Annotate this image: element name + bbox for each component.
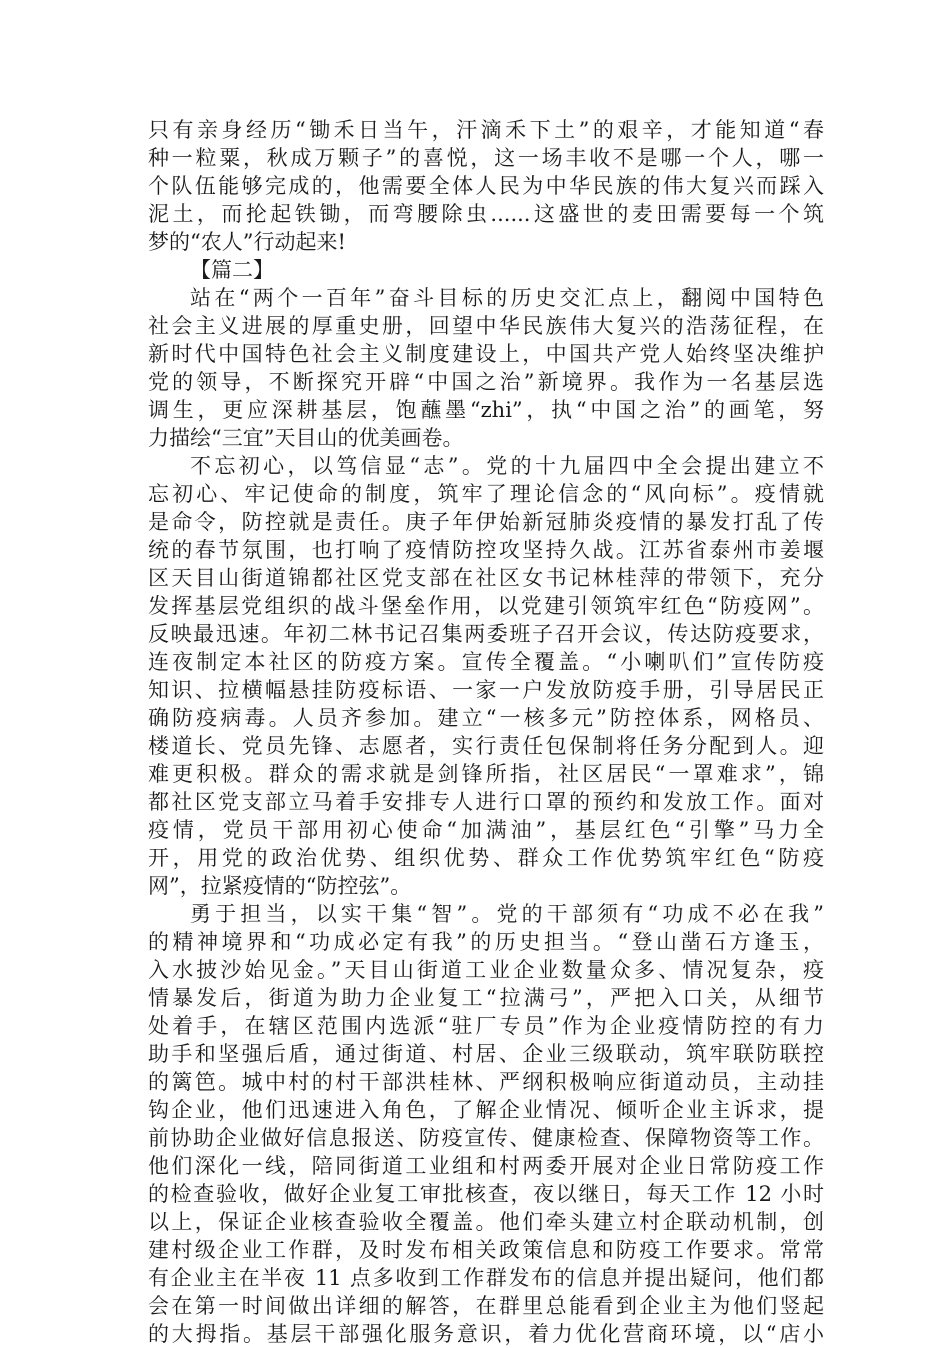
text-line: 统的春节氛围，也打响了疫情防控攻坚持久战。江苏省泰州市姜堰 xyxy=(148,538,824,562)
text-line: 党的领导，不断探究开辟“中国之治”新境界。我作为一名基层选 xyxy=(148,370,824,394)
text-line: 勇于担当，以实干集“智”。党的干部须有“功成不必在我” xyxy=(190,902,824,926)
text-line: 钩企业，他们迅速进入角色，了解企业情况、倾听企业主诉求，提 xyxy=(148,1098,824,1122)
text-line: 泥土，而抡起铁锄，而弯腰除虫......这盛世的麦田需要每一个筑 xyxy=(148,202,824,226)
text-line: 入水披沙始见金。”天目山街道工业企业数量众多、情况复杂，疫 xyxy=(148,958,824,982)
text-line: 有企业主在半夜 11 点多收到工作群发布的信息并提出疑问，他们都 xyxy=(148,1266,824,1290)
text-line: 调生，更应深耕基层，饱蘸墨“zhi”，执“中国之治”的画笔，努 xyxy=(148,398,824,422)
text-line: 疫情，党员干部用初心使命“加满油”，基层红色“引擎”马力全 xyxy=(148,818,824,842)
text-line: 反映最迅速。年初二林书记召集两委班子召开会议，传达防疫要求， xyxy=(148,622,824,646)
text-line: 网”，拉紧疫情的“防控弦”。 xyxy=(148,874,412,898)
text-line: 知识、拉横幅悬挂防疫标语、一家一户发放防疫手册，引导居民正 xyxy=(148,678,824,702)
text-line: 的篱笆。城中村的村干部洪桂林、严纲积极响应街道动员，主动挂 xyxy=(148,1070,824,1094)
text-line: 力描绘“三宜”天目山的优美画卷。 xyxy=(148,426,464,450)
text-line: 不忘初心，以笃信显“志”。党的十九届四中全会提出建立不 xyxy=(190,454,824,478)
text-line: 处着手，在辖区范围内选派“驻厂专员”作为企业疫情防控的有力 xyxy=(148,1014,824,1038)
document-page xyxy=(148,116,824,1348)
text-line: 梦的“农人”行动起来! xyxy=(148,230,346,254)
text-line: 难更积极。群众的需求就是剑锋所指，社区居民“一罩难求”，锦 xyxy=(148,762,824,786)
text-line: 助手和坚强后盾，通过街道、村居、企业三级联动，筑牢联防联控 xyxy=(148,1042,824,1066)
text-line: 的精神境界和“功成必定有我”的历史担当。“登山凿石方逢玉， xyxy=(148,930,824,954)
text-line: 会在第一时间做出详细的解答，在群里总能看到企业主为他们竖起 xyxy=(148,1294,824,1318)
text-line: 发挥基层党组织的战斗堡垒作用，以党建引领筑牢红色“防疫网”。 xyxy=(148,594,824,618)
text-line: 的检查验收，做好企业复工审批核查，夜以继日，每天工作 12 小时 xyxy=(148,1182,824,1206)
text-line: 的大拇指。基层干部强化服务意识，着力优化营商环境，以“店小 xyxy=(148,1322,824,1346)
text-line: 忘初心、牢记使命的制度，筑牢了理论信念的“风向标”。疫情就 xyxy=(148,482,824,506)
text-line: 是命令，防控就是责任。庚子年伊始新冠肺炎疫情的暴发打乱了传 xyxy=(148,510,824,534)
text-line: 建村级企业工作群，及时发布相关政策信息和防疫工作要求。常常 xyxy=(148,1238,824,1262)
text-line: 种一粒粟，秋成万颗子”的喜悦，这一场丰收不是哪一个人，哪一 xyxy=(148,146,824,170)
text-line: 只有亲身经历“锄禾日当午，汗滴禾下土”的艰辛，才能知道“春 xyxy=(148,118,824,142)
text-line: 连夜制定本社区的防疫方案。宣传全覆盖。“小喇叭们”宣传防疫 xyxy=(148,650,824,674)
text-line: 前协助企业做好信息报送、防疫宣传、健康检查、保障物资等工作。 xyxy=(148,1126,824,1150)
text-line: 都社区党支部立马着手安排专人进行口罩的预约和发放工作。面对 xyxy=(148,790,824,814)
text-line: 情暴发后，街道为助力企业复工“拉满弓”，严把入口关，从细节 xyxy=(148,986,824,1010)
section-heading: 【篇二】 xyxy=(190,258,274,282)
text-line: 开，用党的政治优势、组织优势、群众工作优势筑牢红色“防疫 xyxy=(148,846,824,870)
text-line: 他们深化一线，陪同街道工业组和村两委开展对企业日常防疫工作 xyxy=(148,1154,824,1178)
text-line: 个队伍能够完成的，他需要全体人民为中华民族的伟大复兴而踩入 xyxy=(148,174,824,198)
text-line: 楼道长、党员先锋、志愿者，实行责任包保制将任务分配到人。迎 xyxy=(148,734,824,758)
text-line: 站在“两个一百年”奋斗目标的历史交汇点上，翻阅中国特色 xyxy=(190,286,824,310)
text-line: 区天目山街道锦都社区党支部在社区女书记林桂萍的带领下，充分 xyxy=(148,566,824,590)
text-line: 新时代中国特色社会主义制度建设上，中国共产党人始终坚决维护 xyxy=(148,342,824,366)
text-line: 确防疫病毒。人员齐参加。建立“一核多元”防控体系，网格员、 xyxy=(148,706,824,730)
text-line: 社会主义进展的厚重史册，回望中华民族伟大复兴的浩荡征程，在 xyxy=(148,314,824,338)
text-line: 以上，保证企业核查验收全覆盖。他们牵头建立村企联动机制，创 xyxy=(148,1210,824,1234)
